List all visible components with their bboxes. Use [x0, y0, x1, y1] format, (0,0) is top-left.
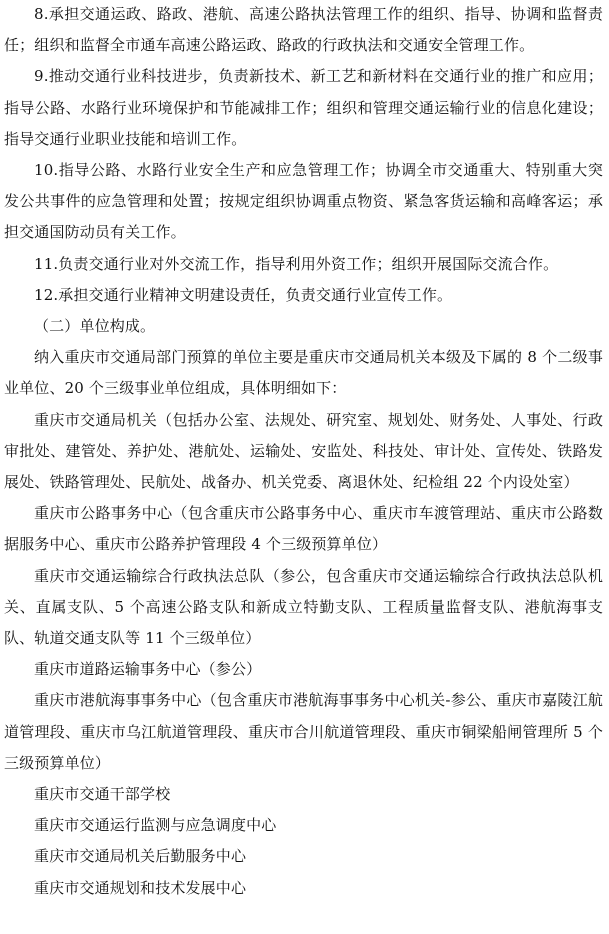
paragraph-road-transport-center: 重庆市道路运输事务中心（参公）	[34, 660, 262, 679]
paragraph-cadre-school: 重庆市交通干部学校	[34, 785, 171, 804]
paragraph-duty-12: 12.承担交通行业精神文明建设责任，负责交通行业宣传工作。	[34, 285, 453, 304]
paragraph-duty-10: 10.指导公路、水路行业安全生产和应急管理工作；协调全市交通重大、特别重大突发公共事件的应急管理和处置；按规定组织协调重点物资、紧急客货运输和高峰客运；承担交通国防动员有关工作。	[4, 161, 603, 242]
paragraph-highway-center: 重庆市公路事务中心（包含重庆市公路事务中心、重庆市车渡管理站、重庆市公路数据服务中心、重庆市公路养护管理段 4 个三级预算单位）	[4, 504, 603, 554]
paragraph-enforcement-corps: 重庆市交通运输综合行政执法总队（参公，包含重庆市交通运输综合行政执法总队机关、直属支队、5 个高速公路支队和新成立特勤支队、工程质量监督支队、港航海事支队、轨道交通支队等 11 个三级单位）	[4, 566, 603, 648]
paragraph-planning-center: 重庆市交通规划和技术发展中心	[34, 878, 247, 897]
paragraph-port-maritime-center: 重庆市港航海事事务中心（包含重庆市港航海事事务中心机关-参公、重庆市嘉陵江航道管理段、重庆市乌江航道管理段、重庆市合川航道管理段、重庆市铜梁船闸管理所 5 个三级预算单位）	[4, 691, 603, 772]
paragraph-unit-summary: 纳入重庆市交通局部门预算的单位主要是重庆市交通局机关本级及下属的 8 个二级事业单位、20 个三级事业单位组成，具体明细如下：	[4, 348, 603, 398]
paragraph-duty-8: 8.承担交通运政、路政、港航、高速公路执法管理工作的组织、指导、协调和监督责任；组织和监督全市通车高速公路运政、路政的行政执法和交通安全管理工作。	[4, 5, 603, 55]
paragraph-logistics-center: 重庆市交通局机关后勤服务中心	[34, 847, 247, 866]
paragraph-bureau-organs: 重庆市交通局机关（包括办公室、法规处、研究室、规划处、财务处、人事处、行政审批处、建管处、养护处、港航处、运输处、安监处、科技处、审计处、宣传处、铁路发展处、铁路管理处、民航处、战备办、机关党委、离退休处、纪检组 22 个内设处室）	[4, 410, 603, 492]
paragraph-monitoring-center: 重庆市交通运行监测与应急调度中心	[34, 816, 277, 835]
section-heading-unit-composition: （二）单位构成。	[34, 317, 156, 336]
paragraph-duty-11: 11.负责交通行业对外交流工作，指导利用外资工作；组织开展国际交流合作。	[34, 254, 559, 273]
paragraph-duty-9: 9.推动交通行业科技进步，负责新技术、新工艺和新材料在交通行业的推广和应用；指导公路、水路行业环境保护和节能减排工作；组织和管理交通运输行业的信息化建设；指导交通行业职业技能和培训工作。	[4, 67, 603, 148]
